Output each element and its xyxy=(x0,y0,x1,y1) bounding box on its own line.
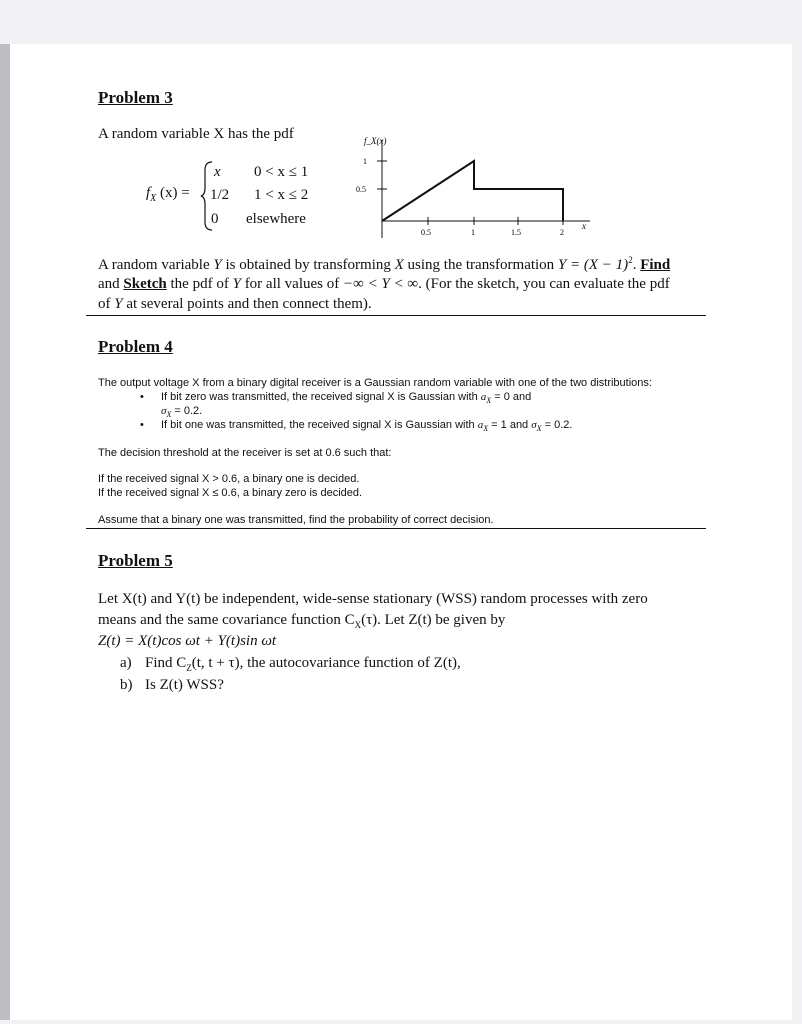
bullet-2-text: If bit one was transmitted, the received signal X is Gaussian with $a_X = 1$ and $\sigma_X = 0.2$. xyxy=(161,419,573,434)
problem-4-heading: Problem 4 xyxy=(98,337,173,356)
problem-4-divider xyxy=(86,528,706,529)
case-2-condition: 1 < x ≤ 2 xyxy=(254,187,309,203)
case-3-condition: elsewhere xyxy=(246,211,306,227)
y-tick-label-0-5: 0.5 xyxy=(356,185,366,194)
page-edge xyxy=(0,44,10,1020)
question-a-label: a) xyxy=(120,655,132,671)
case-1-value: x xyxy=(214,164,221,180)
y-tick-label-1: 1 xyxy=(363,157,367,166)
graph-xlabel: x xyxy=(582,221,586,231)
sketch-keyword: Sketch xyxy=(123,276,167,292)
case-2-value: 1/2 xyxy=(210,187,230,203)
case-3-value: 0 xyxy=(211,211,219,227)
pdf-lhs: $f_X$ (x) = xyxy=(146,185,190,204)
problem-3-divider xyxy=(86,315,706,316)
problem-5-heading: Problem 5 xyxy=(98,551,173,570)
problem-3-intro: A random variable X has the pdf xyxy=(98,126,294,142)
problem-5-line-1: Let X(t) and Y(t) be independent, wide-sense stationary (WSS) random processes with zero xyxy=(98,591,648,607)
decision-rule-2: If the received signal X ≤ 0.6, a binary zero is decided. xyxy=(98,487,363,499)
problem-3-heading: Problem 3 xyxy=(98,88,173,107)
problem-4-intro: The output voltage X from a binary digital receiver is a Gaussian random variable with one of the two distributions: xyxy=(98,377,652,389)
pdf-curve xyxy=(382,161,563,221)
x-tick-label-0-5: 0.5 xyxy=(421,228,431,237)
question-b-text: Is Z(t) WSS? xyxy=(145,677,224,693)
bullet-1-dot: • xyxy=(140,391,144,403)
problem-4-question: Assume that a binary one was transmitted, find the probability of correct decision. xyxy=(98,514,494,526)
problem-3-para-line-2: and Sketch the pdf of Y for all values of −∞ < Y < ∞. (For the sketch, you can evaluate the pdf xyxy=(98,276,670,292)
graph-ylabel: f_X(x) xyxy=(364,136,387,146)
problem-3-para-line-1: A random variable Y is obtained by transforming X using the transformation $Y = (X - 1)^2$. Find xyxy=(98,255,671,273)
question-b-label: b) xyxy=(120,677,133,693)
bullet-1-text: If bit zero was transmitted, the received signal X is Gaussian with $a_X = 0$ and xyxy=(161,391,532,406)
find-keyword: Find xyxy=(640,257,671,273)
problem-5-line-2: means and the same covariance function $C_X(\tau)$. Let Z(t) be given by xyxy=(98,612,506,630)
bullet-2-dot: • xyxy=(140,419,144,431)
bullet-1-sigma: $\sigma_X = 0.2$. xyxy=(161,405,203,420)
decision-rule-1: If the received signal X > 0.6, a binary one is decided. xyxy=(98,473,360,485)
x-tick-label-1: 1 xyxy=(471,228,475,237)
case-1-condition: 0 < x ≤ 1 xyxy=(254,164,309,180)
problem-5-equation: Z(t) = X(t)cos ωt + Y(t)sin ωt xyxy=(98,633,277,649)
question-a-text: Find $C_Z(t$, t + τ), the autocovariance function of Z(t), xyxy=(145,655,461,673)
problem-3-para-line-3: of Y at several points and then connect them). xyxy=(98,296,372,312)
x-tick-label-1-5: 1.5 xyxy=(511,228,521,237)
threshold-text: The decision threshold at the receiver is set at 0.6 such that: xyxy=(98,447,392,459)
pdf-graph xyxy=(340,128,610,246)
x-tick-label-2: 2 xyxy=(560,228,564,237)
